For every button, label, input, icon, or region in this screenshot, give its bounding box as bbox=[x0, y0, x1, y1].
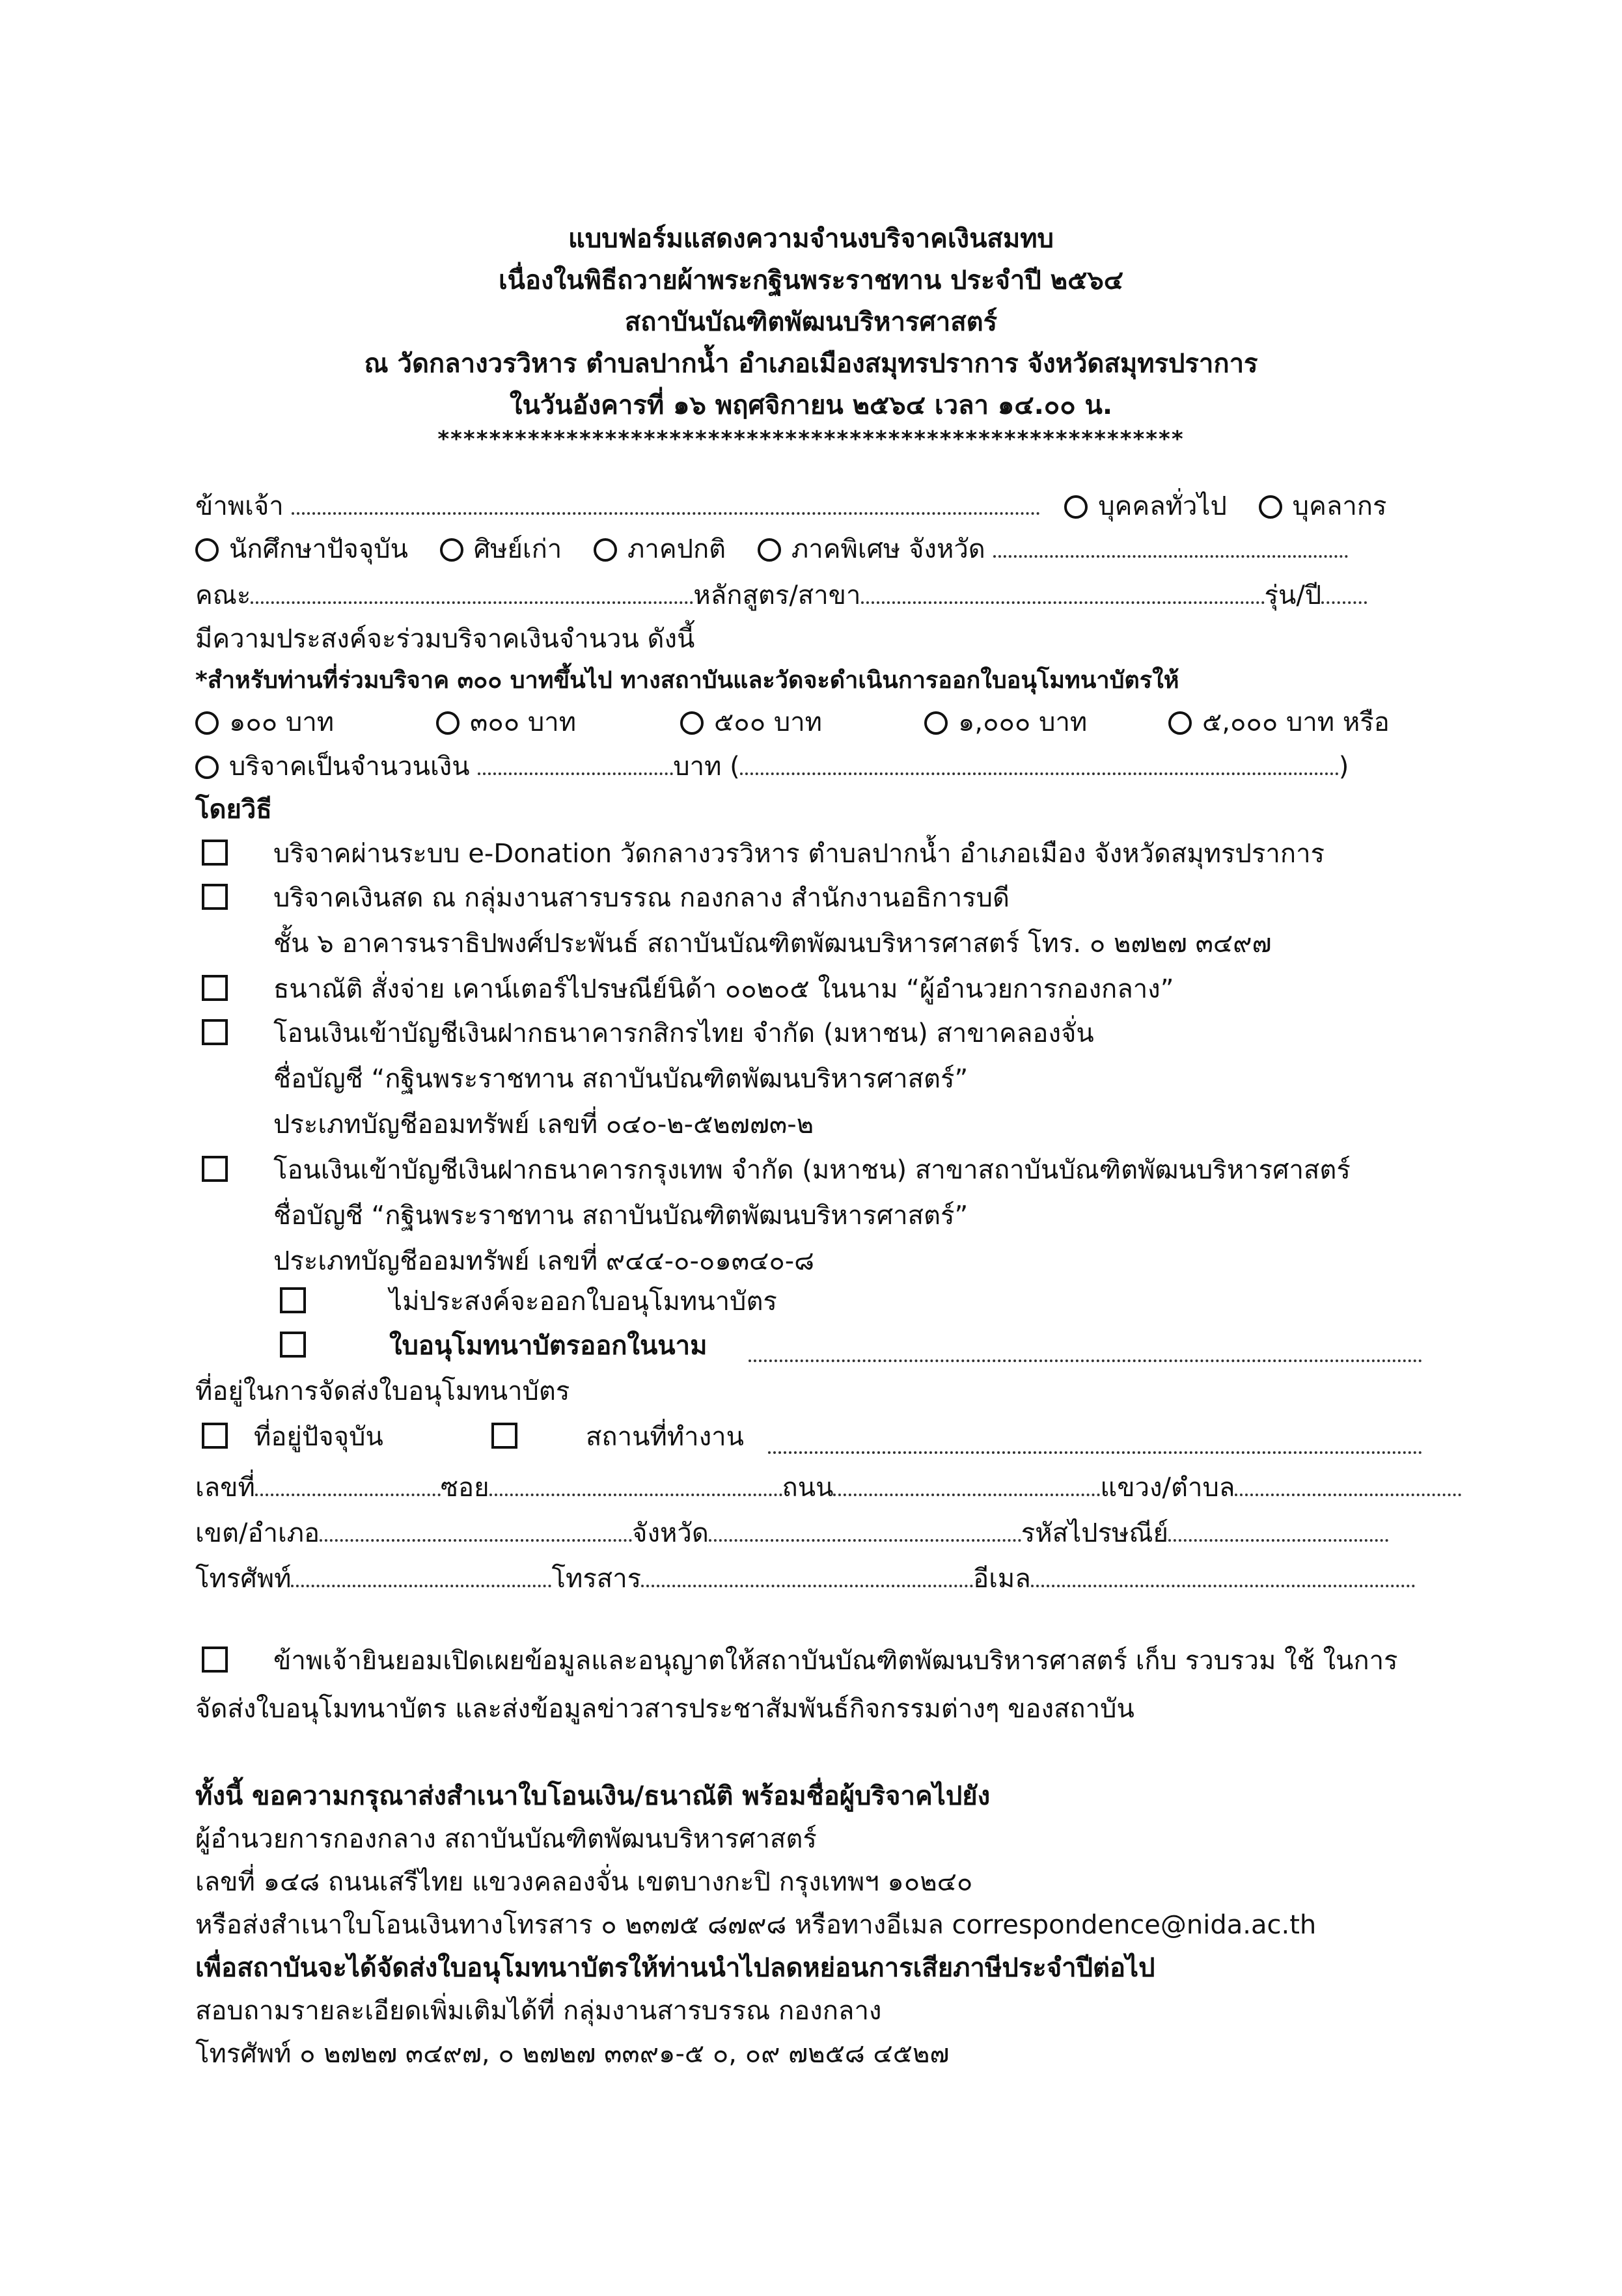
workplace-field[interactable] bbox=[768, 1429, 1422, 1454]
donation-intent: มีความประสงค์จะร่วมบริจาคเงินจำนวน ดังนี้ bbox=[195, 624, 695, 654]
faculty-label: คณะ bbox=[195, 581, 251, 610]
address-heading: ที่อยู่ในการจัดส่งใบอนุโมทนาบัตร bbox=[195, 1376, 570, 1406]
no-receipt-label: ไม่ประสงค์จะออกใบอนุโมทนาบัตร bbox=[389, 1287, 777, 1317]
radio-amount-5000[interactable] bbox=[1168, 711, 1192, 735]
staff-label: บุคลากร bbox=[1292, 491, 1387, 521]
checkbox-edonation[interactable] bbox=[202, 840, 228, 866]
method-bbl-line1: โอนเงินเข้าบัญชีเงินฝากธนาคารกรุงเทพ จำกัด (มหาชน) สาขาสถาบันบัณฑิตพัฒนบริหารศาสตร์ bbox=[273, 1155, 1351, 1185]
radio-alumni[interactable] bbox=[440, 538, 463, 562]
batch-label: รุ่น/ปี bbox=[1264, 581, 1322, 610]
radio-amount-1000[interactable] bbox=[924, 711, 948, 735]
subdistrict-field[interactable] bbox=[1235, 1471, 1461, 1496]
program-label: หลักสูตร/สาขา bbox=[693, 581, 861, 610]
row-amounts bbox=[195, 703, 1432, 742]
amount-300-label: ๓๐๐ บาท bbox=[470, 707, 577, 737]
row-address-street bbox=[195, 1468, 1432, 1507]
method-bbl-line3: ประเภทบัญชีออมทรัพย์ เลขที่ ๙๔๔-๐-๐๑๓๔๐-๘ bbox=[273, 1246, 815, 1276]
soi-field[interactable] bbox=[489, 1471, 782, 1496]
radio-general-public[interactable] bbox=[1064, 495, 1088, 519]
row-name bbox=[195, 487, 1432, 526]
general-public-label: บุคคลทั่วไป bbox=[1098, 491, 1227, 521]
receipt-note: *สำหรับท่านที่ร่วมบริจาค ๓๐๐ บาทขึ้นไป ทางสถาบันและวัดจะดำเนินการออกใบอนุโมทนาบัตรให้ bbox=[195, 667, 1179, 694]
header-venue: ณ วัดกลางวรวิหาร ตำบลปากน้ำ อำเภอเมืองสมุทรปราการ จังหวัดสมุทรปราการ bbox=[364, 349, 1258, 379]
current-address-label: ที่อยู่ปัจจุบัน bbox=[254, 1422, 383, 1452]
header-datetime: ในวันอังคารที่ ๑๖ พฤศจิกายน ๒๕๖๔ เวลา ๑๔.๐๐ น. bbox=[509, 390, 1113, 420]
receipt-name-field[interactable] bbox=[749, 1337, 1422, 1362]
special-label: ภาคพิเศษ bbox=[791, 534, 901, 564]
district-field[interactable] bbox=[320, 1517, 632, 1542]
alumni-label: ศิษย์เก่า bbox=[473, 534, 562, 564]
header-institute: สถาบันบัณฑิตพัฒนบริหารศาสตร์ bbox=[624, 307, 998, 337]
road-field[interactable] bbox=[833, 1471, 1100, 1496]
subdistrict-label: แขวง/ตำบล bbox=[1100, 1473, 1235, 1503]
footer-instruction: ทั้งนี้ ขอความกรุณาส่งสำเนาใบโอนเงิน/ธนาณัติ พร้อมชื่อผู้บริจาคไปยัง bbox=[195, 1781, 991, 1811]
radio-amount-500[interactable] bbox=[680, 711, 704, 735]
method-kbank-line2: ชื่อบัญชี “กฐินพระราชทาน สถาบันบัณฑิตพัฒนบริหารศาสตร์” bbox=[273, 1064, 969, 1094]
row-status bbox=[195, 530, 1432, 569]
row-custom-amount bbox=[195, 747, 1432, 786]
district-label: เขต/อำเภอ bbox=[195, 1518, 320, 1548]
header-occasion: เนื่องในพิธีถวายผ้าพระกฐินพระราชทาน ประจำปี ๒๕๖๔ bbox=[498, 266, 1124, 295]
soi-label: ซอย bbox=[440, 1473, 489, 1503]
radio-amount-300[interactable] bbox=[436, 711, 460, 735]
address-province-field[interactable] bbox=[709, 1517, 1021, 1542]
number-field[interactable] bbox=[255, 1471, 441, 1496]
form-header bbox=[0, 218, 1622, 452]
consent-line2: จัดส่งใบอนุโมทนาบัตร และส่งข้อมูลข่าวสารประชาสัมพันธ์กิจกรรมต่างๆ ของสถาบัน bbox=[195, 1694, 1134, 1724]
method-cash-line2: ชั้น ๖ อาคารนราธิปพงศ์ประพันธ์ สถาบันบัณฑิตพัฒนบริหารศาสตร์ โทร. ๐ ๒๗๒๗ ๓๔๙๗ bbox=[273, 929, 1272, 959]
radio-current-student[interactable] bbox=[195, 538, 219, 562]
radio-staff[interactable] bbox=[1259, 495, 1282, 519]
radio-custom-amount[interactable] bbox=[195, 756, 219, 779]
radio-regular[interactable] bbox=[594, 538, 617, 562]
receipt-name-label: ใบอนุโมทนาบัตรออกในนาม bbox=[389, 1331, 708, 1361]
current-student-label: นักศึกษาปัจจุบัน bbox=[229, 534, 408, 564]
province-label: จังหวัด bbox=[908, 534, 985, 564]
postcode-label: รหัสไปรษณีย์ bbox=[1021, 1518, 1168, 1548]
province-field[interactable] bbox=[993, 533, 1348, 558]
baht-label: บาท ( bbox=[673, 752, 740, 782]
radio-amount-100[interactable] bbox=[195, 711, 219, 735]
postcode-field[interactable] bbox=[1168, 1517, 1388, 1542]
road-label: ถนน bbox=[782, 1473, 834, 1503]
custom-amount-label: บริจาคเป็นจำนวนเงิน bbox=[229, 752, 470, 782]
footer-fax-email: หรือส่งสำเนาใบโอนเงินทางโทรสาร ๐ ๒๓๗๕ ๘๗๙๘ หรือทางอีเมล correspondence@nida.ac.th bbox=[195, 1910, 1317, 1940]
checkbox-receipt-name[interactable] bbox=[280, 1332, 306, 1358]
number-label: เลขที่ bbox=[195, 1473, 255, 1503]
checkbox-bbl-transfer[interactable] bbox=[202, 1156, 228, 1182]
amount-5000-label: ๕,๐๐๐ บาท หรือ bbox=[1202, 707, 1390, 737]
amount-1000-label: ๑,๐๐๐ บาท bbox=[958, 707, 1088, 737]
phone-field[interactable] bbox=[291, 1563, 551, 1587]
address-province-label: จังหวัด bbox=[632, 1518, 709, 1548]
fax-field[interactable] bbox=[641, 1563, 973, 1587]
batch-field[interactable] bbox=[1321, 579, 1367, 604]
close-paren: ) bbox=[1338, 752, 1349, 782]
workplace-label: สถานที่ทำงาน bbox=[586, 1422, 744, 1452]
amount-in-words-field[interactable] bbox=[740, 750, 1339, 775]
radio-special[interactable] bbox=[758, 538, 781, 562]
name-field[interactable] bbox=[292, 490, 1040, 515]
footer-purpose: เพื่อสถาบันจะได้จัดส่งใบอนุโมทนาบัตรให้ท่านนำไปลดหย่อนการเสียภาษีประจำปีต่อไป bbox=[195, 1953, 1155, 1983]
email-field[interactable] bbox=[1031, 1563, 1415, 1587]
method-kbank-line1: โอนเงินเข้าบัญชีเงินฝากธนาคารกสิกรไทย จำกัด (มหาชน) สาขาคลองจั่น bbox=[273, 1018, 1094, 1048]
method-money-order: ธนาณัติ สั่งจ่าย เคาน์เตอร์ไปรษณีย์นิด้า ๐๐๒๐๕ ในนาม “ผู้อำนวยการกองกลาง” bbox=[273, 974, 1174, 1004]
regular-label: ภาคปกติ bbox=[627, 534, 726, 564]
checkbox-cash[interactable] bbox=[202, 884, 228, 910]
checkbox-money-order[interactable] bbox=[202, 975, 228, 1001]
checkbox-no-receipt[interactable] bbox=[280, 1287, 306, 1313]
amount-100-label: ๑๐๐ บาท bbox=[229, 707, 335, 737]
email-label: อีเมล bbox=[973, 1564, 1031, 1594]
self-label: ข้าพเจ้า bbox=[195, 491, 284, 521]
row-faculty bbox=[195, 576, 1432, 615]
method-edonation: บริจาคผ่านระบบ e-Donation วัดกลางวรวิหาร ตำบลปากน้ำ อำเภอเมือง จังหวัดสมุทรปราการ bbox=[273, 839, 1325, 869]
footer-inquiry: สอบถามรายละเอียดเพิ่มเติมได้ที่ กลุ่มงานสารบรรณ กองกลาง bbox=[195, 1996, 882, 2026]
checkbox-current-address[interactable] bbox=[202, 1423, 228, 1449]
custom-amount-field[interactable] bbox=[478, 750, 673, 775]
checkbox-consent[interactable] bbox=[202, 1647, 228, 1673]
method-bbl-line2: ชื่อบัญชี “กฐินพระราชทาน สถาบันบัณฑิตพัฒนบริหารศาสตร์” bbox=[273, 1201, 969, 1231]
header-divider: ********************************************************** bbox=[437, 426, 1185, 452]
row-address-district bbox=[195, 1514, 1432, 1553]
checkbox-workplace[interactable] bbox=[491, 1423, 517, 1449]
amount-500-label: ๕๐๐ บาท bbox=[714, 707, 823, 737]
method-kbank-line3: ประเภทบัญชีออมทรัพย์ เลขที่ ๐๔๐-๒-๕๒๗๗๓-๒ bbox=[273, 1110, 814, 1140]
footer-phone: โทรศัพท์ ๐ ๒๗๒๗ ๓๔๙๗, ๐ ๒๗๒๗ ๓๓๙๑-๕ ๐, ๐๙ ๗๒๕๘ ๔๕๒๗ bbox=[195, 2039, 950, 2069]
method-cash-line1: บริจาคเงินสด ณ กลุ่มงานสารบรรณ กองกลาง สำนักงานอธิการบดี bbox=[273, 883, 1010, 913]
row-contact bbox=[195, 1559, 1432, 1598]
methods-heading: โดยวิธี bbox=[195, 795, 272, 825]
program-field[interactable] bbox=[861, 579, 1265, 604]
checkbox-kbank-transfer[interactable] bbox=[202, 1019, 228, 1045]
header-title: แบบฟอร์มแสดงความจำนงบริจาคเงินสมทบ bbox=[568, 224, 1054, 254]
footer-recipient: ผู้อำนวยการกองกลาง สถาบันบัณฑิตพัฒนบริหารศาสตร์ bbox=[195, 1824, 817, 1854]
footer-address: เลขที่ ๑๔๘ ถนนเสรีไทย แขวงคลองจั่น เขตบางกะปิ กรุงเทพฯ ๑๐๒๔๐ bbox=[195, 1867, 973, 1897]
consent-line1: ข้าพเจ้ายินยอมเปิดเผยข้อมูลและอนุญาตให้สถาบันบัณฑิตพัฒนบริหารศาสตร์ เก็บ รวบรวม ใช้ ในการ bbox=[273, 1646, 1398, 1676]
fax-label: โทรสาร bbox=[551, 1564, 642, 1594]
faculty-field[interactable] bbox=[251, 579, 693, 604]
phone-label: โทรศัพท์ bbox=[195, 1564, 292, 1594]
